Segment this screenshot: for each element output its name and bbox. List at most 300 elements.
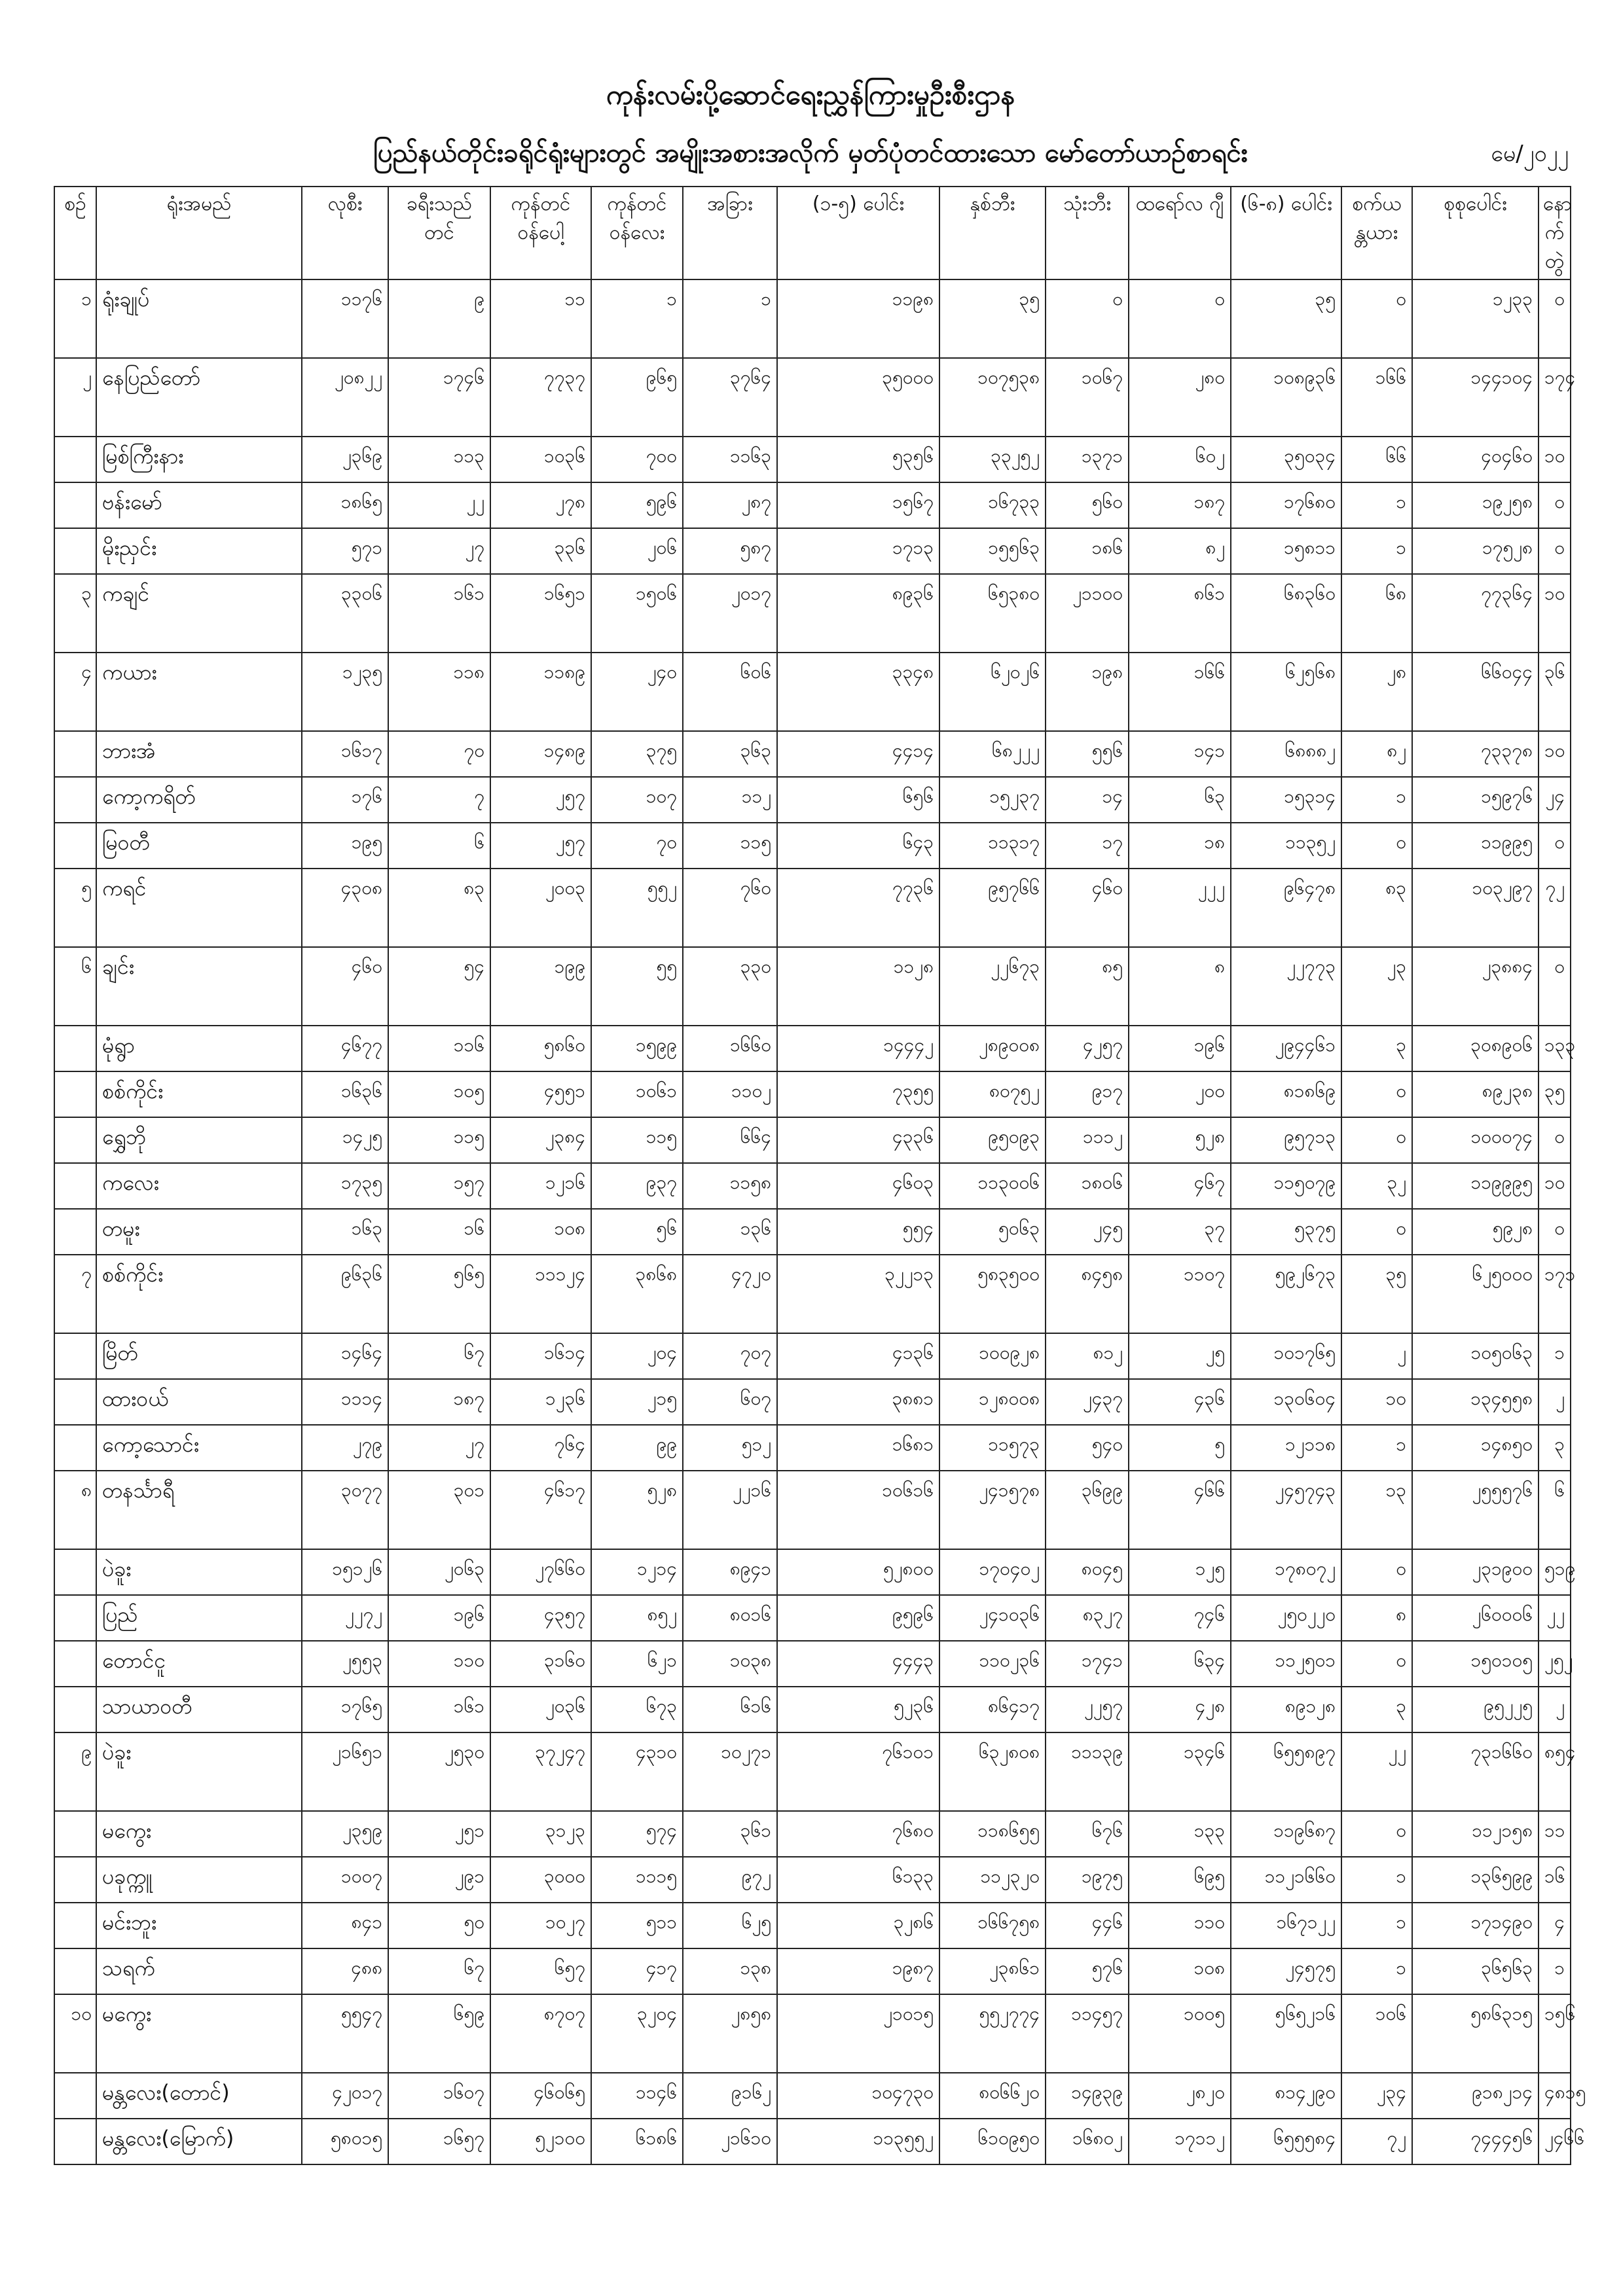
count-cell: ၆၉၅ [1129,1857,1231,1903]
count-cell: ၂၈၀ [1129,358,1231,437]
count-cell: ၉၆၄၇၈ [1231,869,1341,947]
count-cell: ၁၄၄၁၀၄ [1412,358,1539,437]
count-cell: ၆၂၅ [683,1903,777,1948]
count-cell: ၉၅၉၆ [777,1595,939,1641]
count-cell: ၁၀၁၇၆၅ [1231,1333,1341,1379]
count-cell: ၅၉၆ [591,482,683,528]
count-cell: ၁၉၂၅၈ [1412,482,1539,528]
count-cell: ၀ [1341,1209,1412,1255]
office-name-cell: သာယာဝတီ [96,1687,302,1732]
count-cell: ၁၁၁၅ [591,1857,683,1903]
table-row [54,1163,1571,1209]
count-cell: ၀ [1539,1209,1571,1255]
count-cell: ၂၁၆၅၁ [302,1732,388,1811]
office-name-cell: ရုံးချုပ် [96,279,302,358]
column-header: (၁-၅) ပေါင်း [777,187,939,279]
count-cell: ၄၂၅၇ [1046,1026,1129,1071]
serial-number-cell [54,1425,96,1471]
count-cell: ၈၄၅၈ [1046,1255,1129,1333]
count-cell: ၈၁၂ [1046,1333,1129,1379]
count-cell: ၁၂၃၃ [1412,279,1539,358]
count-cell: ၁၇၁၃ [777,528,939,574]
table-row [54,1026,1571,1071]
serial-number-cell [54,1811,96,1857]
count-cell: ၈၆၁ [1129,574,1231,653]
table-row [54,1641,1571,1687]
count-cell: ၉၇၂ [683,1857,777,1903]
table-row [54,1333,1571,1379]
count-cell: ၁၀၃၂၉၇ [1412,869,1539,947]
office-name-cell: ချင်း [96,947,302,1026]
count-cell: ၈၉၃၆ [777,574,939,653]
count-cell: ၂၄၁၀၃၆ [939,1595,1046,1641]
count-cell: ၆၈၂၂၂ [939,731,1046,777]
count-cell: ၃၃၆ [490,528,591,574]
count-cell: ၃၂၀၄ [591,1994,683,2073]
count-cell: ၂၃၅၉ [302,1811,388,1857]
serial-number-cell [54,1687,96,1732]
count-cell: ၈၉၂၃၈ [1412,1071,1539,1117]
count-cell: ၃၅၀၃၄ [1231,437,1341,482]
count-cell: ၁၁ [490,279,591,358]
count-cell: ၅၂၈၀၀ [777,1549,939,1595]
count-cell: ၁၄၂၅ [302,1117,388,1163]
count-cell: ၂၅ [1129,1333,1231,1379]
count-cell: ၁၀၂၇၁ [683,1732,777,1811]
count-cell: ၁၈၆၅ [302,482,388,528]
count-cell: ၁၃၃ [1129,1811,1231,1857]
count-cell: ၁၃၀၆၀၄ [1231,1379,1341,1425]
count-cell: ၄၃၁၀ [591,1732,683,1811]
count-cell: ၉၁၇ [1046,1071,1129,1117]
count-cell: ၁ [1341,528,1412,574]
serial-number-cell: ၉ [54,1732,96,1811]
office-name-cell: တမူး [96,1209,302,1255]
serial-number-cell [54,482,96,528]
count-cell: ၇၆၀ [683,869,777,947]
count-cell: ၆၀၇ [683,1379,777,1425]
count-cell: ၆၀၂ [1129,437,1231,482]
count-cell: ၂၄၆၆ [1539,2119,1571,2164]
count-cell: ၂၈ [1341,653,1412,731]
count-cell: ၉၁၆၂ [683,2073,777,2119]
table-row [54,2073,1571,2119]
count-cell: ၀ [1539,279,1571,358]
serial-number-cell: ၄ [54,653,96,731]
count-cell: ၁၉၆ [1129,1026,1231,1071]
count-cell: ၆၅၅၅၈၄ [1231,2119,1341,2164]
count-cell: ၂၂ [388,482,490,528]
count-cell: ၅၈၀၁၅ [302,2119,388,2164]
count-cell: ၂၅၃၀ [388,1732,490,1811]
count-cell: ၁၃၆၅၉၉ [1412,1857,1539,1903]
count-cell: ၁၉၈၇ [777,1948,939,1994]
count-cell: ၄၆၇ [1129,1163,1231,1209]
count-cell: ၈၃၂၇ [1046,1595,1129,1641]
count-cell: ၁၇၄ [1539,358,1571,437]
serial-number-cell [54,1333,96,1379]
count-cell: ၂၂၆၇၃ [939,947,1046,1026]
serial-number-cell [54,1595,96,1641]
count-cell: ၁၃ [1341,1471,1412,1549]
count-cell: ၅၀၆၃ [939,1209,1046,1255]
count-cell: ၄၄၆ [1046,1903,1129,1948]
count-cell: ၁ [591,279,683,358]
count-cell: ၃၆၅၆၃ [1412,1948,1539,1994]
office-name-cell: ဗန်းမော် [96,482,302,528]
count-cell: ၁၂၅ [1129,1549,1231,1595]
count-cell: ၁၆၇၁၂၂ [1231,1903,1341,1948]
table-row [54,279,1571,358]
count-cell: ၆၇၆ [1046,1811,1129,1857]
office-name-cell: မုံရွာ [96,1026,302,1071]
serial-number-cell [54,823,96,869]
count-cell: ၁၁၃၅၂ [1231,823,1341,869]
count-cell: ၁၁၀၂၃၆ [939,1641,1046,1687]
count-cell: ၃၃၂၅၂ [939,437,1046,482]
count-cell: ၀ [1046,279,1129,358]
count-cell: ၁၁၂၅၀၁ [1231,1641,1341,1687]
count-cell: ၁၀၀၅ [1129,1994,1231,2073]
serial-number-cell [54,1948,96,1994]
count-cell: ၉၁၈၂၁၄ [1412,2073,1539,2119]
count-cell: ၁၆၆၇၅၈ [939,1903,1046,1948]
count-cell: ၂၃၈၄ [490,1117,591,1163]
table-body [54,279,1586,2164]
office-name-cell: ကော့သောင်း [96,1425,302,1471]
count-cell: ၂၀၆ [591,528,683,574]
count-cell: ၂၃၈၈၄ [1412,947,1539,1026]
count-cell: ၉၉ [591,1425,683,1471]
count-cell: ၇၆၄ [490,1425,591,1471]
count-cell: ၃၂၈၆ [777,1903,939,1948]
count-cell: ၂၄၁၅၇၈ [939,1471,1046,1549]
column-header: ကုန်တင် ဝန်ပေါ့ [490,187,591,279]
count-cell: ၉ [388,279,490,358]
count-cell: ၈၀၄၅ [1046,1549,1129,1595]
office-name-cell: ဘားအံ [96,731,302,777]
count-cell: ၆၃ [1129,777,1231,823]
count-cell: ၅၂၃၆ [777,1687,939,1732]
count-cell: ၄၁၃၆ [777,1333,939,1379]
count-cell: ၁ [1341,482,1412,528]
count-cell: ၂၅၇ [490,777,591,823]
count-cell: ၄၃၀၈ [302,869,388,947]
count-cell: ၁၄၆၄ [302,1333,388,1379]
count-cell: ၅၈၃၅၀၀ [939,1255,1046,1333]
count-cell: ၆၅၇ [490,1948,591,1994]
count-cell: ၁၄၁ [1129,731,1231,777]
count-cell: ၃၃၄၈ [777,653,939,731]
count-cell: ၆၀၆ [683,653,777,731]
count-cell: ၀ [1539,482,1571,528]
count-cell: ၆၁၀၉၅၀ [939,2119,1046,2164]
count-cell: ၁၁၃၀၀၆ [939,1163,1046,1209]
count-cell: ၀ [1341,279,1412,358]
count-cell: ၇၇၃၆ [777,869,939,947]
count-cell: ၁၅၀၆ [591,574,683,653]
count-cell: ၁၆ [1539,1857,1571,1903]
serial-number-cell: ၂ [54,358,96,437]
count-cell: ၁၆ [388,1209,490,1255]
count-cell: ၀ [1129,279,1231,358]
office-name-cell: စစ်ကိုင်း [96,1255,302,1333]
count-cell: ၄ [1539,1903,1571,1948]
count-cell: ၁၃၄၆ [1129,1732,1231,1811]
office-name-cell: ကရင် [96,869,302,947]
count-cell: ၈၇၀၇ [490,1994,591,2073]
count-cell: ၁၆၆၀ [683,1026,777,1071]
count-cell: ၂၀၆၃ [388,1549,490,1595]
count-cell: ၁၀၃၆ [490,437,591,482]
count-cell: ၁၀ [1539,437,1571,482]
count-cell: ၅၇၄ [591,1811,683,1857]
serial-number-cell [54,1379,96,1425]
count-cell: ၈၂ [1341,731,1412,777]
count-cell: ၁၁၄၅၇ [1046,1994,1129,2073]
count-cell: ၈၁၄၂၉၀ [1231,2073,1341,2119]
count-cell: ၁၅၉၇၆ [1412,777,1539,823]
count-cell: ၁၁၅၇၃ [939,1425,1046,1471]
count-cell: ၁ [1341,1903,1412,1948]
count-cell: ၈၉၄၁ [683,1549,777,1595]
column-header: (၆-၈) ပေါင်း [1231,187,1341,279]
count-cell: ၂၃၁၉၀၀ [1412,1549,1539,1595]
count-cell: ၅၁၁ [591,1903,683,1948]
count-cell: ၄၃၃၆ [777,1117,939,1163]
count-cell: ၁၆၈၀၂ [1046,2119,1129,2164]
count-cell: ၆၂၅၀၀၀ [1412,1255,1539,1333]
count-cell: ၁၁၄၆ [591,2073,683,2119]
count-cell: ၂၈၂၀ [1129,2073,1231,2119]
count-cell: ၃၆၉၉ [1046,1471,1129,1549]
page-title: ကုန်းလမ်းပို့ဆောင်ရေးညွှန်ကြားမှုဦးစီးဌာန [606,79,1015,111]
count-cell: ၉၃၇ [591,1163,683,1209]
vehicle-registration-table [54,186,1586,2165]
count-cell: ၂၅၀၂၂၀ [1231,1595,1341,1641]
column-header: လုစီး [302,187,388,279]
count-cell: ၁၁၇၆ [302,279,388,358]
count-cell: ၆၂၅၆၈ [1231,653,1341,731]
count-cell: ၆၆ [1341,437,1412,482]
count-cell: ၁၁၉၈ [777,279,939,358]
count-cell: ၅ [1129,1425,1231,1471]
count-cell: ၄၀၄၆၀ [1412,437,1539,482]
count-cell: ၇၂ [1341,2119,1412,2164]
count-cell: ၁၆၃ [302,1209,388,1255]
count-cell: ၄၈၈ [302,1948,388,1994]
count-cell: ၁၇၁ [1539,1255,1571,1333]
count-cell: ၁၂၈၀၀၈ [939,1379,1046,1425]
count-cell: ၆၂၀၂၆ [939,653,1046,731]
office-name-cell: ထားဝယ် [96,1379,302,1425]
count-cell: ၂ [1539,1379,1571,1425]
count-cell: ၁၀၂၇ [490,1903,591,1948]
count-cell: ၁၁၁၂ [1046,1117,1129,1163]
serial-number-cell: ၇ [54,1255,96,1333]
count-cell: ၂၇၉ [302,1425,388,1471]
count-cell: ၁၇၈၀၇၂ [1231,1549,1341,1595]
count-cell: ၁၀၆၁ [591,1071,683,1117]
count-cell: ၆၂၁ [591,1641,683,1687]
count-cell: ၄၂၈ [1129,1687,1231,1732]
count-cell: ၁၄၉၃၉ [1046,2073,1129,2119]
count-cell: ၉၆၅ [591,358,683,437]
count-cell: ၇၀၇ [683,1333,777,1379]
count-cell: ၇၇၃၇ [490,358,591,437]
count-cell: ၁၅၂၃၇ [939,777,1046,823]
table-header-row [54,187,1571,279]
count-cell: ၂၀၀၃ [490,869,591,947]
table-row [54,437,1571,482]
count-cell: ၅၆၀ [1046,482,1129,528]
count-cell: ၀ [1341,1117,1412,1163]
office-name-cell: ကချင် [96,574,302,653]
count-cell: ၄၆၀၃ [777,1163,939,1209]
count-cell: ၆ [1539,1471,1571,1549]
count-cell: ၁၁၃၁၇ [939,823,1046,869]
table-row [54,358,1571,437]
count-cell: ၁၆၁ [388,1687,490,1732]
column-header: သုံးဘီး [1046,187,1129,279]
column-header: စဉ် [54,187,96,279]
count-cell: ၀ [1341,823,1412,869]
count-cell: ၂၀၀ [1129,1071,1231,1117]
count-cell: ၇၆၁၀၁ [777,1732,939,1811]
table-row [54,1595,1571,1641]
table-row [54,947,1571,1026]
column-header: ရုံးအမည် [96,187,302,279]
count-cell: ၀ [1341,1641,1412,1687]
count-cell: ၅၅၄၇ [302,1994,388,2073]
column-header: နှစ်ဘီး [939,187,1046,279]
count-cell: ၁၂၁၄ [591,1549,683,1595]
count-cell: ၁၁၁၃၉ [1046,1732,1129,1811]
count-cell: ၆၃၄ [1129,1641,1231,1687]
count-cell: ၂၅၇ [490,823,591,869]
count-cell: ၈၅ [1046,947,1129,1026]
count-cell: ၁၆၆ [1129,653,1231,731]
table-row [54,823,1571,869]
count-cell: ၇၀ [591,823,683,869]
count-cell: ၃ [1341,1687,1412,1732]
count-cell: ၅၆၅၂၁၆ [1231,1994,1341,2073]
count-cell: ၄၇၂၀ [683,1255,777,1333]
count-cell: ၅၉၂၈ [1412,1209,1539,1255]
count-cell: ၁၆၁ [388,574,490,653]
table-row [54,1379,1571,1425]
count-cell: ၃၂ [1341,1163,1412,1209]
count-cell: ၂၄၅၇၄၃ [1231,1471,1341,1549]
count-cell: ၀ [1539,528,1571,574]
office-name-cell: မြစ်ကြီးနား [96,437,302,482]
count-cell: ၅၅၂၇၇၄ [939,1994,1046,2073]
count-cell: ၃၇၂၄၇ [490,1732,591,1811]
count-cell: ၆၅၅၈၉၇ [1231,1732,1341,1811]
count-cell: ၉၆၃၆ [302,1255,388,1333]
count-cell: ၄၆၀ [302,947,388,1026]
office-name-cell: မန္တလေး(တောင်) [96,2073,302,2119]
count-cell: ၁၉၅ [302,823,388,869]
count-cell: ၁၃၃ [1539,1026,1571,1071]
count-cell: ၇၄၄၄၅၆ [1412,2119,1539,2164]
count-cell: ၆၈၃၆၀ [1231,574,1341,653]
count-cell: ၂၀၈၂၂ [302,358,388,437]
count-cell: ၂၄၀ [591,653,683,731]
count-cell: ၄၂၀၁၇ [302,2073,388,2119]
count-cell: ၁၀၈၉၃၆ [1231,358,1341,437]
count-cell: ၁၀၇ [591,777,683,823]
count-cell: ၉၅၇၆၆ [939,869,1046,947]
count-cell: ၁၈၆ [1046,528,1129,574]
count-cell: ၁၀၄၇၃၀ [777,2073,939,2119]
table-row [54,574,1571,653]
column-header: ကုန်တင် ဝန်လေး [591,187,683,279]
count-cell: ၂၇၈ [490,482,591,528]
count-cell: ၁၃၆ [683,1209,777,1255]
office-name-cell: မကွေး [96,1994,302,2073]
count-cell: ၃၃၀၆ [302,574,388,653]
count-cell: ၂၅၁ [388,1811,490,1857]
count-cell: ၇၃၅၅ [777,1071,939,1117]
count-cell: ၆၄၃ [777,823,939,869]
count-cell: ၅၆ [591,1209,683,1255]
count-cell: ၆၆၄ [683,1117,777,1163]
office-name-cell: မကွေး [96,1811,302,1857]
serial-number-cell [54,1163,96,1209]
count-cell: ၁၇၅၂၈ [1412,528,1539,574]
serial-number-cell: ၆ [54,947,96,1026]
count-cell: ၇၂ [1539,869,1571,947]
table-row [54,528,1571,574]
count-cell: ၃၁၆၀ [490,1641,591,1687]
count-cell: ၁၁၀ [1129,1903,1231,1948]
column-header: စက်ယ န္တယား [1341,187,1412,279]
count-cell: ၇၀၀ [591,437,683,482]
count-cell: ၁၂၁၆ [490,1163,591,1209]
count-cell: ၅၄ [388,947,490,1026]
count-cell: ၆၅၃၈၀ [939,574,1046,653]
count-cell: ၁၁၉၉၅ [1412,823,1539,869]
count-cell: ၁ [1341,1948,1412,1994]
count-cell: ၂၈၅၈ [683,1994,777,2073]
count-cell: ၃၅ [1341,1255,1412,1333]
count-cell: ၁၇၃၅ [302,1163,388,1209]
serial-number-cell [54,1549,96,1595]
office-name-cell: ပဲခူး [96,1549,302,1595]
count-cell: ၁၆၃၆ [302,1071,388,1117]
office-name-cell: တနင်္သာရီ [96,1471,302,1549]
count-cell: ၁၉၉ [490,947,591,1026]
count-cell: ၁၁၀ [388,1641,490,1687]
count-cell: ၆၈ [1341,574,1412,653]
office-name-cell: ကယား [96,653,302,731]
count-cell: ၂၂၂ [1129,869,1231,947]
serial-number-cell [54,1857,96,1903]
count-cell: ၅၈၆၀ [490,1026,591,1071]
count-cell: ၄၆၇၇ [302,1026,388,1071]
office-name-cell: သရက် [96,1948,302,1994]
count-cell: ၂၃၈၆၁ [939,1948,1046,1994]
count-cell: ၃၅ [1539,1071,1571,1117]
count-cell: ၂၉၄၄၆၁ [1231,1026,1341,1071]
count-cell: ၄၆၁၇ [490,1471,591,1549]
count-cell: ၄၄၁၄ [777,731,939,777]
serial-number-cell [54,1903,96,1948]
count-cell: ၁၁၂၁၆၆၀ [1231,1857,1341,1903]
count-cell: ၃၁၂၃ [490,1811,591,1857]
count-cell: ၅၃၇၅ [1231,1209,1341,1255]
